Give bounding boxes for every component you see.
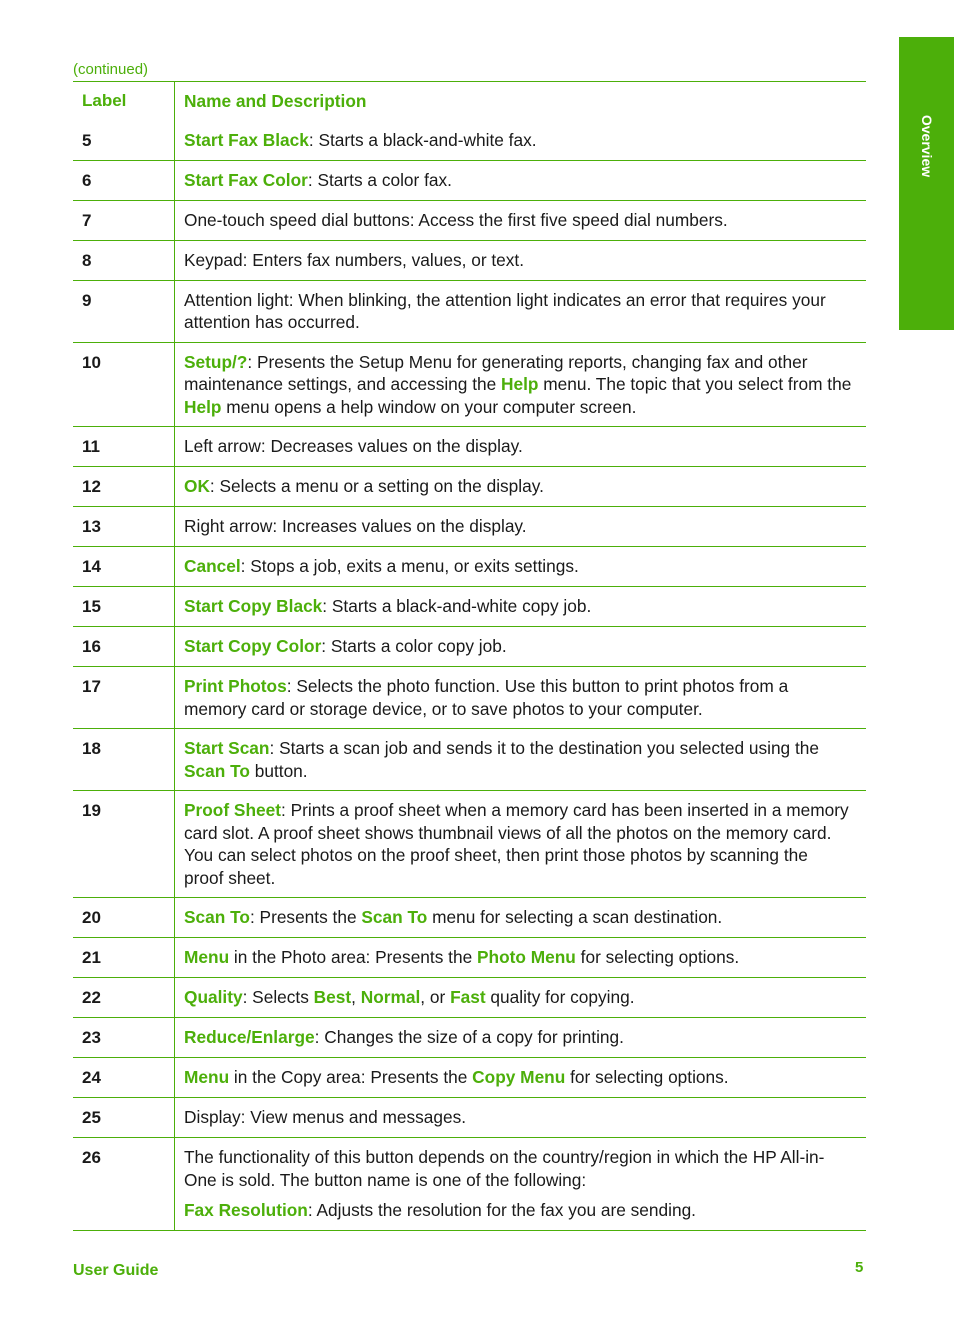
description-text: Left arrow: Decreases values on the display.	[184, 436, 523, 456]
description-paragraph	[184, 555, 852, 578]
table-row	[73, 426, 866, 466]
button-name: Start Copy Black	[184, 596, 323, 616]
description-paragraph	[184, 906, 852, 929]
button-table	[73, 81, 866, 1231]
table-row	[73, 546, 866, 586]
button-name: Fax Resolution	[184, 1200, 308, 1220]
row-description	[174, 1058, 866, 1097]
description-text: : Starts a scan job and sends it to the destination you selected using the	[269, 738, 819, 758]
footer-guide-title: User Guide	[73, 1262, 159, 1279]
table-row	[73, 240, 866, 280]
description-paragraph	[184, 986, 852, 1009]
description-text: : Selects	[242, 987, 314, 1007]
description-text: Attention light: When blinking, the attention light indicates an error that requires your attention has occurred.	[184, 289, 826, 332]
table-row	[73, 466, 866, 506]
button-name: Quality	[184, 987, 243, 1007]
description-text: ,	[351, 987, 361, 1007]
button-name: Start Fax Black	[184, 129, 309, 150]
table-row	[73, 1057, 866, 1097]
button-name: Start Scan	[184, 738, 270, 758]
row-description	[174, 121, 866, 160]
description-paragraph	[184, 946, 852, 969]
table-row	[73, 586, 866, 626]
description-paragraph	[184, 169, 852, 192]
row-label: 20	[82, 908, 101, 927]
description-paragraph	[184, 1026, 852, 1049]
row-label: 12	[82, 477, 101, 496]
description-paragraph	[184, 595, 852, 618]
row-label: 18	[82, 739, 101, 758]
button-name: Menu	[184, 1067, 230, 1087]
description-text: : Presents the	[249, 907, 362, 927]
row-label: 23	[82, 1028, 101, 1047]
description-text: : Starts a black-and-white fax.	[308, 129, 537, 150]
description-paragraph	[184, 737, 852, 782]
row-description	[174, 1138, 866, 1230]
description-text: menu opens a help window on your computer screen.	[221, 396, 637, 417]
row-description	[174, 427, 866, 466]
button-name: Best	[313, 987, 352, 1007]
table-row	[73, 506, 866, 546]
row-label: 25	[82, 1108, 101, 1127]
table-row	[73, 121, 866, 160]
table-row	[73, 728, 866, 790]
description-paragraph	[184, 1066, 852, 1089]
row-description	[174, 1098, 866, 1137]
description-text: : Starts a color copy job.	[321, 636, 507, 656]
row-label: 9	[82, 290, 92, 310]
description-text: in the Copy area: Presents the	[229, 1067, 473, 1087]
table-row	[73, 1097, 866, 1137]
description-text: Keypad: Enters fax numbers, values, or text.	[184, 249, 525, 270]
row-description	[174, 978, 866, 1017]
description-paragraph	[184, 129, 852, 152]
table-row	[73, 280, 866, 342]
description-text: button.	[249, 760, 308, 781]
row-label: 15	[82, 597, 101, 616]
header-label: Label	[82, 91, 127, 110]
description-paragraph	[184, 635, 852, 658]
row-label: 7	[82, 210, 92, 230]
section-tab-label: Overview	[919, 114, 935, 178]
description-paragraph	[184, 351, 852, 419]
row-label: 22	[82, 988, 101, 1007]
button-name: OK	[184, 476, 210, 496]
row-label: 14	[82, 557, 101, 576]
row-label: 10	[82, 352, 101, 372]
row-label: 6	[82, 170, 92, 190]
button-name: Scan To	[184, 907, 250, 927]
row-label: 16	[82, 637, 101, 656]
description-text: : Presents the Setup Menu for generating reports, changing fax and other maintenance settings, and accessing the	[184, 351, 808, 394]
button-name: Reduce/Enlarge	[184, 1027, 315, 1047]
description-text: : Prints a proof sheet when a memory card has been inserted in a memory card slot. A proof sheet shows thumbnail views of all the photos on the memory card. You can select photos on the proof sheet, then print those photos by scanning the proof sheet.	[184, 800, 849, 888]
description-text: Right arrow: Increases values on the display.	[184, 516, 527, 536]
row-description	[174, 791, 866, 897]
description-paragraph	[184, 1106, 852, 1129]
row-label: 26	[82, 1148, 101, 1167]
row-description	[174, 507, 866, 546]
table-row	[73, 1017, 866, 1057]
row-description	[174, 938, 866, 977]
description-text: menu. The topic that you select from the	[538, 374, 852, 394]
description-paragraph	[184, 475, 852, 498]
row-description	[174, 343, 866, 427]
button-name: Fast	[450, 987, 486, 1007]
row-label: 11	[82, 437, 100, 456]
button-name: Proof Sheet	[184, 800, 281, 820]
description-text: , or	[420, 987, 451, 1007]
button-name: Photo Menu	[476, 947, 576, 967]
description-text: Display: View menus and messages.	[184, 1107, 467, 1127]
table-row	[73, 666, 866, 728]
table-row	[73, 160, 866, 200]
description-text: The functionality of this button depends on the country/region in which the HP All-in-One is sold. The button name is one of the following:	[184, 1147, 825, 1190]
table-body	[73, 121, 866, 1230]
description-text: : Selects a menu or a setting on the display.	[209, 476, 544, 496]
row-description	[174, 587, 866, 626]
row-description	[174, 547, 866, 586]
table-header-row	[73, 82, 866, 121]
button-name: Setup/?	[184, 351, 248, 372]
row-label: 24	[82, 1068, 101, 1087]
table-row	[73, 897, 866, 937]
table-row	[73, 342, 866, 427]
description-paragraph	[184, 209, 852, 232]
row-description	[174, 467, 866, 506]
description-text: for selecting options.	[565, 1067, 729, 1087]
table-row	[73, 937, 866, 977]
description-text: quality for copying.	[485, 987, 635, 1007]
description-text: for selecting options.	[575, 947, 740, 967]
table-row	[73, 200, 866, 240]
row-description	[174, 201, 866, 240]
description-text: : Starts a black-and-white copy job.	[322, 596, 592, 616]
description-paragraph	[184, 249, 852, 272]
row-description	[174, 241, 866, 280]
button-name: Cancel	[184, 556, 241, 576]
description-text: : Stops a job, exits a menu, or exits settings.	[240, 556, 579, 576]
row-description	[174, 1018, 866, 1057]
button-name: Scan To	[184, 760, 250, 781]
button-name: Help	[501, 374, 539, 394]
description-paragraph	[184, 675, 852, 720]
button-name: Start Copy Color	[184, 636, 322, 656]
description-text: : Changes the size of a copy for printing.	[314, 1027, 624, 1047]
description-text: menu for selecting a scan destination.	[427, 907, 723, 927]
description-paragraph	[184, 289, 852, 334]
row-description	[174, 161, 866, 200]
button-name: Copy Menu	[472, 1067, 566, 1087]
button-name: Print Photos	[184, 676, 287, 696]
row-label: 5	[82, 130, 92, 150]
button-name: Normal	[360, 987, 421, 1007]
description-paragraph	[184, 515, 852, 538]
table-row	[73, 790, 866, 897]
button-name: Menu	[184, 947, 230, 967]
row-label: 8	[82, 250, 92, 270]
button-name: Help	[184, 396, 222, 417]
description-paragraph	[184, 1146, 852, 1191]
row-description	[174, 627, 866, 666]
page-number: 5	[855, 1259, 864, 1276]
description-text: : Starts a color fax.	[307, 169, 452, 190]
button-name: Start Fax Color	[184, 169, 308, 190]
row-label: 13	[82, 517, 101, 536]
description-text: One-touch speed dial buttons: Access the first five speed dial numbers.	[184, 209, 728, 230]
table-row	[73, 1137, 866, 1230]
description-text: : Selects the photo function. Use this button to print photos from a memory card or storage device, or to save photos to your computer.	[184, 676, 789, 719]
row-description	[174, 729, 866, 790]
description-paragraph	[184, 435, 852, 458]
description-text: in the Photo area: Presents the	[229, 947, 477, 967]
table-row	[73, 626, 866, 666]
row-label: 17	[82, 677, 101, 696]
row-description	[174, 898, 866, 937]
header-name-description: Name and Description	[174, 82, 866, 121]
description-text: : Adjusts the resolution for the fax you are sending.	[307, 1200, 696, 1220]
row-description	[174, 281, 866, 342]
description-paragraph	[184, 1199, 852, 1222]
row-label: 19	[82, 801, 101, 820]
description-paragraph	[184, 799, 852, 889]
button-name: Scan To	[361, 907, 428, 927]
row-description	[174, 667, 866, 728]
continued-note: (continued)	[73, 61, 149, 78]
row-label: 21	[82, 948, 101, 967]
table-row	[73, 977, 866, 1017]
